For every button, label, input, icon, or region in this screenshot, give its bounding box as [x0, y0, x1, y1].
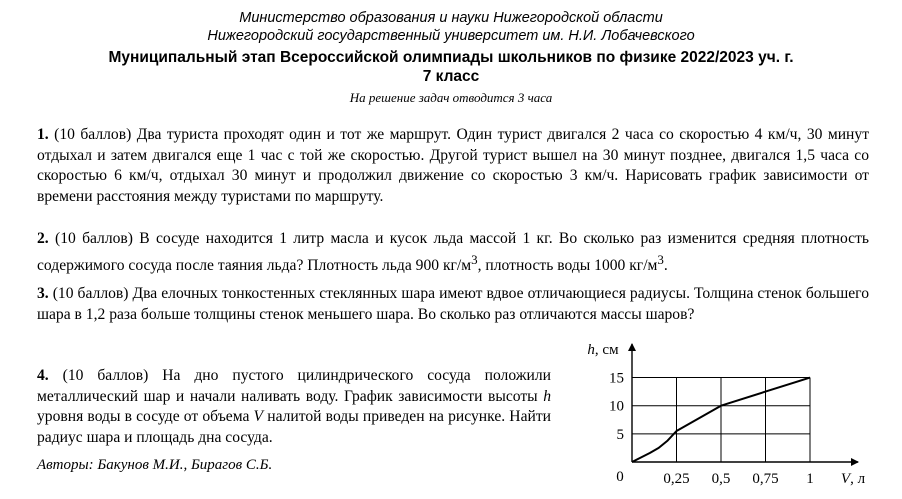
- origin-label: 0: [616, 469, 624, 485]
- problem-2-points: (10 баллов): [55, 230, 133, 247]
- chart-grid: [632, 378, 810, 462]
- y-axis-title: h, см: [587, 342, 619, 358]
- problem-2-text-a: В сосуде находится 1 литр масла и кусок льда массой 1 кг. Во сколько раз изменится средняя плотность содержимого сосуда после таяния льда? Плотность льда 900 кг/м: [37, 230, 870, 274]
- problem-3-number: 3: [37, 285, 45, 302]
- problem-4-var-h: h: [543, 387, 551, 405]
- x-tick-label: 0,5: [711, 471, 731, 487]
- problem-2-sup-b: 3: [657, 251, 664, 267]
- time-note: На решение задач отводится 3 часа: [349, 90, 553, 105]
- problem-4: 4. (10 баллов) На дно пустого цилиндрического сосуда положили металлический шар и начали наливать воду. График зависимости высоты h уровня воды в сосуде от объема V налитой воды приведен на рисунке. Найти радиус шара и площадь дна сосуда.: [37, 367, 551, 446]
- problem-3-points: (10 баллов): [52, 285, 129, 302]
- problem-1: 1. (10 баллов) Два туриста проходят один и тот же маршрут. Один турист двигался 2 часа со скоростью 4 км/ч, 30 минут отдыхал и затем двигался еще 1 час с той же скоростью. Другой турист вышел на 30 минут позднее, двигался 1,5 часа со скоростью 6 км/ч, отдыхал 30 минут и продолжил движение со скоростью 3 км/ч. Нарисовать график зависимости от времени расстояния между туристами по маршруту.: [37, 126, 870, 205]
- problem-2-text-c: .: [663, 256, 668, 274]
- ministry-line: Министерство образования и науки Нижегородской области: [239, 10, 663, 26]
- chart-labels: [587, 342, 865, 487]
- problem-2-text-b: , плотность воды 1000 кг/м: [477, 256, 658, 274]
- problem-2-number: 2: [37, 230, 45, 247]
- problem-1-text: Два туриста проходят один и тот же маршрут. Один турист двигался 2 часа со скоростью 4 км/ч, 30 минут отдыхал и затем двигался еще 1 час с той же скоростью. Другой турист вышел на 30 минут позднее, двигался 1,5 часа со скоростью 6 км/ч, отдыхал 30 минут и продолжил движение со скоростью 3 км/ч. Нарисовать график зависимости от времени расстояния между туристами по маршруту.: [37, 126, 870, 205]
- x-tick-label: 0,75: [752, 471, 779, 487]
- y-tick-label: 5: [616, 426, 624, 443]
- problem-4-var-v: V: [253, 408, 264, 425]
- university-line: Нижегородский государственный университет им. Н.И. Лобачевского: [207, 28, 695, 44]
- problem-3: 3. (10 баллов) Два елочных тонкостенных стеклянных шара имеют вдвое отличающиеся радиусы. Толщина стенок большего шара в 1,2 раза больше толщины стенок меньшего шара. Во сколько раз отличаются массы шаров?: [37, 285, 869, 323]
- x-axis-title: V, л: [840, 471, 866, 487]
- problem-4-text-c: налитой воды приведен на рисунке. Найти радиус шара и площадь дна сосуда.: [37, 408, 551, 446]
- problem-4-text-a: На дно пустого цилиндрического сосуда положили металлический шар и начали наливать воду. График зависимости высоты: [37, 367, 551, 405]
- problem-2-sup-a: 3: [471, 251, 478, 267]
- x-tick-label: 1: [806, 471, 814, 487]
- problem-4-text-b: уровня воды в сосуде от объема: [37, 408, 254, 425]
- problem-4-number: 4: [37, 367, 45, 384]
- problem-3-text: Два елочных тонкостенных стеклянных шара имеют вдвое отличающиеся радиусы. Толщина стенок большего шара в 1,2 раза больше толщины стенок меньшего шара. Во сколько раз отличаются массы шаров?: [37, 285, 869, 323]
- olympiad-title: Муниципальный этап Всероссийской олимпиады школьников по физике 2022/2023 уч. г.: [108, 49, 794, 66]
- problem-4-points: (10 баллов): [62, 367, 149, 384]
- grade-title: 7 класс: [422, 68, 480, 85]
- y-tick-label: 15: [609, 370, 624, 387]
- problem-1-number: 1: [37, 126, 45, 143]
- problem-1-points: (10 баллов): [54, 126, 132, 143]
- y-tick-label: 10: [609, 398, 624, 415]
- problem-2: 2. (10 баллов) В сосуде находится 1 литр масла и кусок льда массой 1 кг. Во сколько раз изменится средняя плотность содержимого сосуда после таяния льда? Плотность льда 900 $кг/м^3$, плотность воды 1000 $кг/м^3$.: [37, 230, 870, 274]
- x-tick-label: 0,25: [663, 471, 690, 487]
- authors: Авторы: Бакунов М.И., Бирагов С.Б.: [37, 457, 273, 473]
